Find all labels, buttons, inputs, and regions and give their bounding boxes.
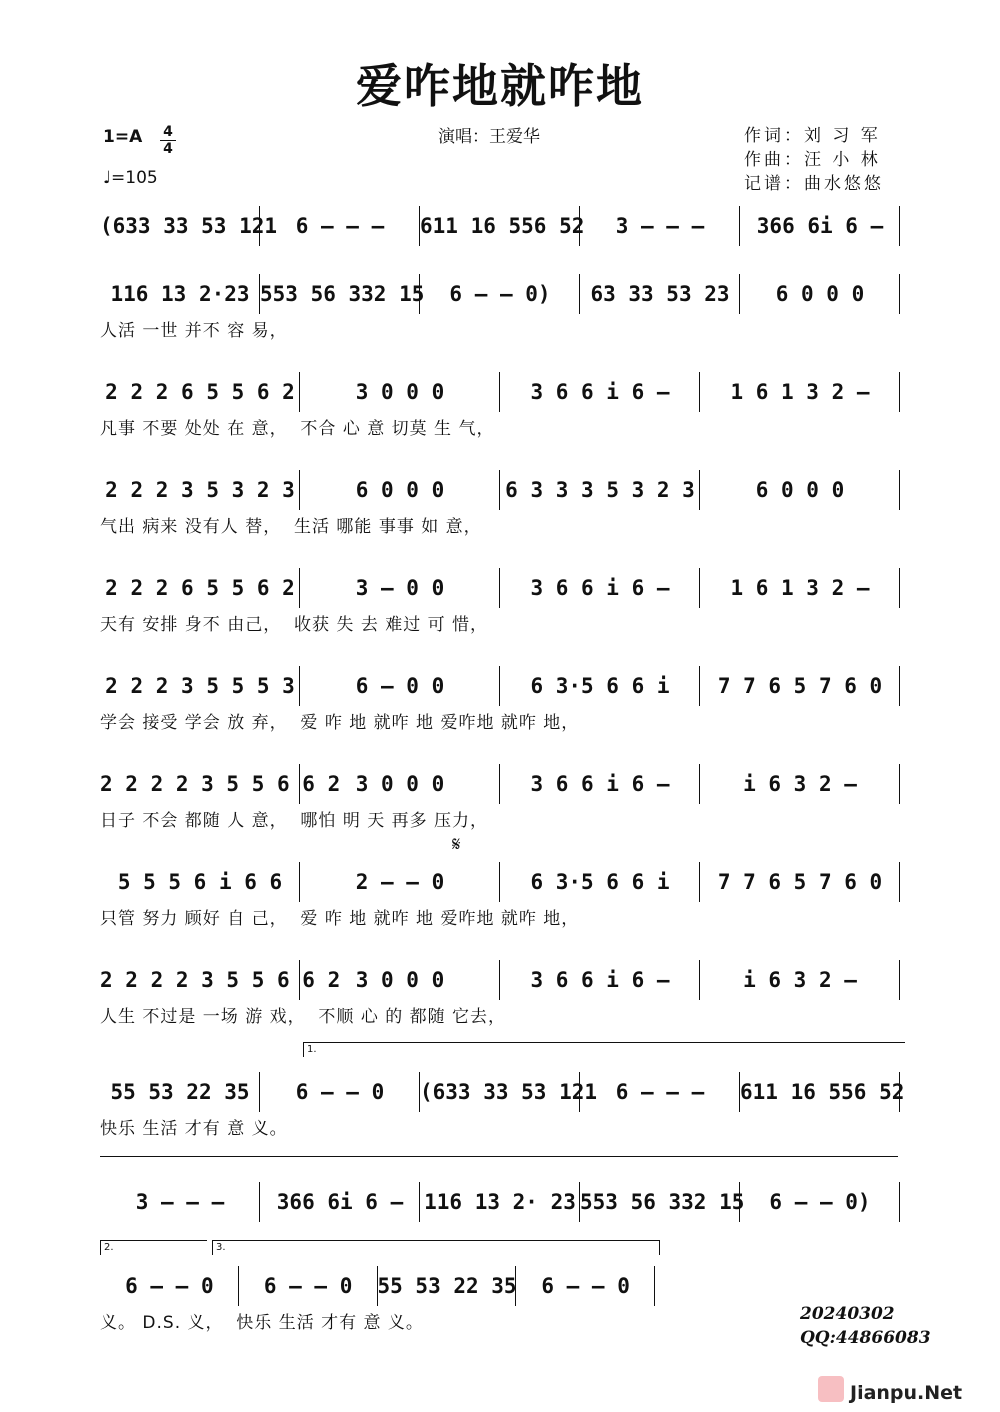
credits <box>744 124 884 196</box>
measure: 2 – – 0 <box>355 870 445 894</box>
measure: 2 2 2 2 3 5 5 6 6 2 <box>100 772 341 796</box>
measure: 3 6 6 i 6 – <box>530 968 670 992</box>
volta-2: 2. <box>100 1240 207 1255</box>
score-row <box>100 1264 900 1344</box>
volta-1: 1. <box>303 1042 905 1057</box>
measure: 366 6i 6 – <box>756 214 884 238</box>
measure: 3 0 0 0 <box>355 968 445 992</box>
measure: 6 0 0 0 <box>775 282 865 306</box>
barline <box>899 862 900 902</box>
barline <box>899 372 900 412</box>
score-row <box>100 566 900 646</box>
qq-number: QQ:44866083 <box>800 1328 931 1348</box>
watermark: Jianpu.Net <box>850 1382 963 1404</box>
measure: 6 – – – <box>615 1080 705 1104</box>
measure: 553 56 332 15 <box>580 1190 745 1214</box>
barline <box>899 764 900 804</box>
measure: 6 3·5 6 6 i <box>530 870 670 894</box>
score-row <box>100 468 900 548</box>
measure: 3 6 6 i 6 – <box>530 380 670 404</box>
measure: 6 – – 0 <box>125 1274 214 1298</box>
measure: 116 13 2· 23 <box>424 1190 576 1214</box>
measure: 55 53 22 35 <box>377 1274 517 1298</box>
measure: 2 2 2 3 5 5 5 3 <box>105 674 295 698</box>
measure: 2 2 2 2 3 5 5 6 6 2 <box>100 968 341 992</box>
measure: 2 2 2 6 5 5 6 2 <box>105 576 295 600</box>
score-row <box>100 272 900 352</box>
jianpu-logo-icon <box>818 1376 844 1402</box>
lyrics-line: 义。 D.S. 义， 快乐 生活 才有 意 义。 <box>100 1313 424 1333</box>
measure: 6 – – 0 <box>541 1274 630 1298</box>
barline <box>654 1266 655 1306</box>
measure: i 6 3 2 – <box>743 968 857 992</box>
measure: 3 6 6 i 6 – <box>530 772 670 796</box>
singer: 演唱：王爱华 <box>438 127 540 147</box>
time-sig-bottom: 4 <box>163 141 173 157</box>
song-title: 爱咋地就咋地 <box>356 59 644 113</box>
measure: 2 2 2 6 5 5 6 2 <box>105 380 295 404</box>
lyrics-line: 学会 接受 学会 放 弃， 爱 咋 地 就咋 地 爱咋地 就咋 地， <box>100 713 580 733</box>
lyrics-line: 人生 不过是 一场 游 戏， 不顺 心 的 都随 它去， <box>100 1007 507 1027</box>
volta-line <box>100 1156 898 1157</box>
measure: 6 3·5 6 6 i <box>530 674 670 698</box>
score-row <box>100 664 900 744</box>
lyrics-line: 日子 不会 都随 人 意， 哪怕 明 天 再多 压力， <box>100 811 489 831</box>
score-row <box>100 1070 905 1150</box>
score-row <box>100 762 900 842</box>
lyrics-line: 只管 努力 顾好 自 己， 爱 咋 地 就咋 地 爱咋地 就咋 地， <box>100 909 580 929</box>
time-sig-top: 4 <box>163 124 173 140</box>
measure: 3 0 0 0 <box>355 380 445 404</box>
tempo: ♩=105 <box>103 168 158 188</box>
measure: 63 33 53 23 <box>590 282 730 306</box>
barline <box>899 206 900 246</box>
measure: 6 3 3 3 5 3 2 3 <box>505 478 695 502</box>
lyrics-line: 快乐 生活 才有 意 义。 <box>100 1119 288 1139</box>
measure: 6 0 0 0 <box>355 478 445 502</box>
measure: 1 6 1 3 2 – <box>730 380 870 404</box>
measure: 6 – – 0) <box>449 282 551 306</box>
lyricist: 作词：刘 习 军 <box>744 126 881 146</box>
measure: 7 7 6 5 7 6 0 <box>717 870 883 894</box>
lyrics-line: 气出 病来 没有人 替， 生活 哪能 事事 如 意， <box>100 517 482 537</box>
time-signature <box>158 124 178 157</box>
barline <box>899 1182 900 1222</box>
measure: 6 – 0 0 <box>355 674 445 698</box>
segno-sign: 𝄋 <box>452 832 461 856</box>
barline <box>899 960 900 1000</box>
barline <box>899 470 900 510</box>
score-row <box>100 958 900 1038</box>
barline <box>899 568 900 608</box>
measure: 611 16 556 52 <box>740 1080 905 1104</box>
volta-3: 3. <box>212 1240 660 1255</box>
barline <box>899 274 900 314</box>
measure: 3 0 0 0 <box>355 772 445 796</box>
measure: 3 6 6 i 6 – <box>530 576 670 600</box>
lyrics-line: 凡事 不要 处处 在 意， 不合 心 意 切莫 生 气， <box>100 419 495 439</box>
measure: 2 2 2 3 5 3 2 3 <box>105 478 295 502</box>
measure: 6 – – – <box>295 214 385 238</box>
measure: 3 – – – <box>135 1190 225 1214</box>
score-row <box>100 370 900 450</box>
date: 20240302 <box>800 1304 895 1324</box>
measure: i 6 3 2 – <box>743 772 857 796</box>
measure: 6 – – 0 <box>263 1274 353 1298</box>
key-signature: 1=A <box>103 127 143 147</box>
barline <box>899 1072 900 1112</box>
measure: 116 13 2·23 <box>110 282 250 306</box>
measure: 611 16 556 52 <box>420 214 585 238</box>
measure: 5 5 5 6 i 6 6 <box>117 870 283 894</box>
measure: 366 6i 6 – <box>276 1190 404 1214</box>
measure: 55 53 22 35 <box>110 1080 250 1104</box>
barline <box>899 666 900 706</box>
measure: 6 – – 0) <box>769 1190 871 1214</box>
composer: 作曲：汪 小 林 <box>744 150 881 170</box>
measure: (633 33 53 121 <box>100 214 278 238</box>
measure: 553 56 332 15 <box>260 282 425 306</box>
score-row <box>100 860 900 940</box>
transcriber: 记谱：曲水悠悠 <box>744 174 884 194</box>
measure: 6 – – 0 <box>295 1080 385 1104</box>
footer <box>800 1302 931 1350</box>
measure: (633 33 53 121 <box>420 1080 598 1104</box>
measure: 7 7 6 5 7 6 0 <box>717 674 883 698</box>
measure: 6 0 0 0 <box>755 478 845 502</box>
lyrics-line: 人活 一世 并不 容 易， <box>100 321 288 341</box>
measure: 3 – – – <box>615 214 705 238</box>
measure: 3 – 0 0 <box>355 576 445 600</box>
measure: 1 6 1 3 2 – <box>730 576 870 600</box>
lyrics-line: 天有 安排 身不 由己， 收获 失 去 难过 可 惜， <box>100 615 489 635</box>
